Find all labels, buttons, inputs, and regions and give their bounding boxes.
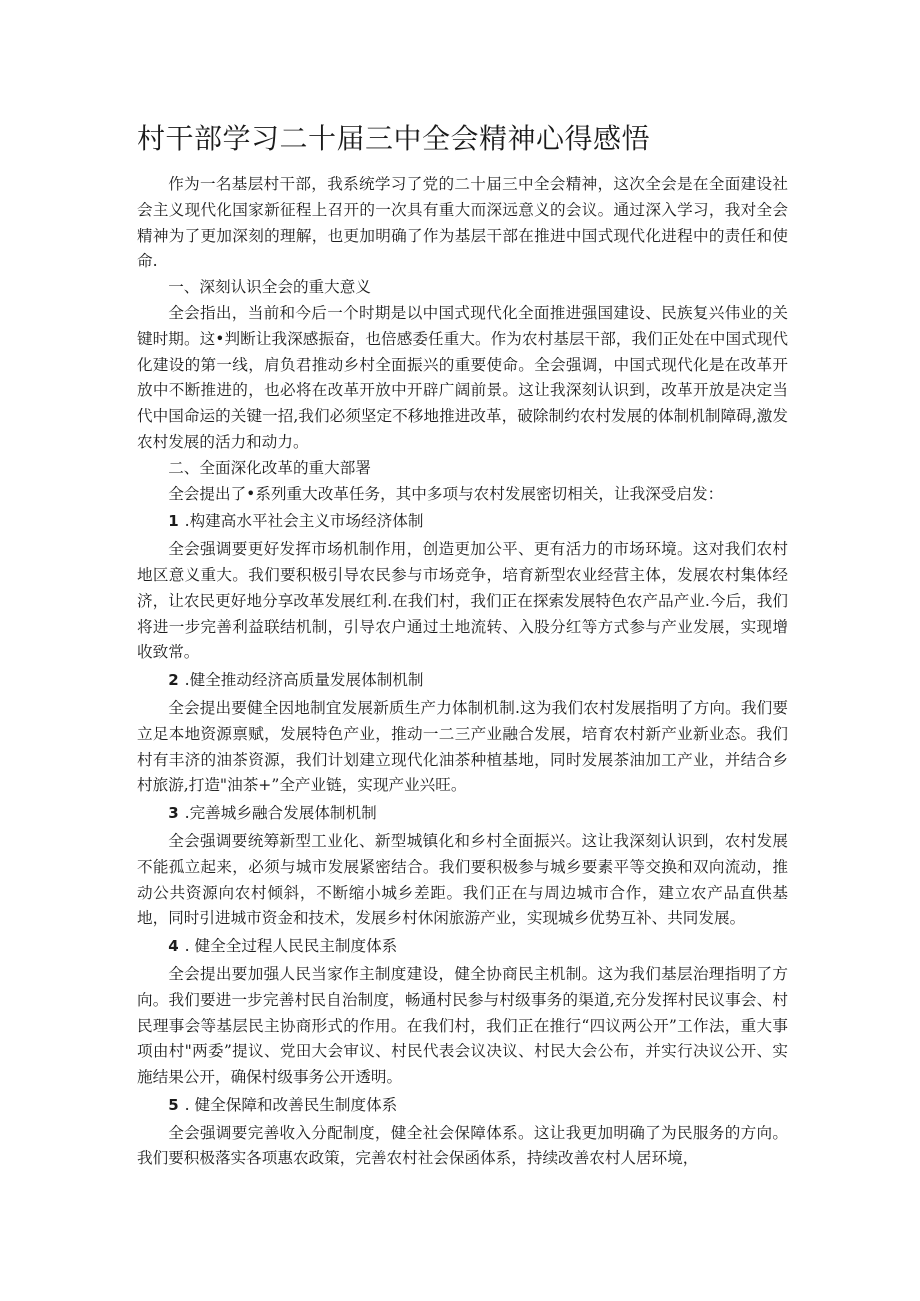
item-5-title: . 健全保障和改善民生制度体系	[184, 1095, 398, 1114]
item-3-paragraph: 全会强调要统筹新型工业化、新型城镇化和乡村全面振兴。这让我深刻认识到，农村发展不能孤立起来，必须与城市发展紧密结合。我们要积极参与城乡要素平等交换和双向流动，推动公共资源向农村倾斜，不断缩小城乡差距。我们正在与周边城市合作，建立农产品直供基地，同时引进城市资金和技术，发展乡村休闲旅游产业，实现城乡优势互补、共同发展。	[137, 831, 788, 928]
item-2-number: 2	[168, 671, 179, 690]
item-1-number: 1	[168, 512, 179, 531]
item-5-paragraph: 全会强调要完善收入分配制度，健全社会保障体系。这让我更加明确了为民服务的方向。我们要积极落实各项惠农政策，完善农村社会保函体系，持续改善农村人居环境，	[137, 1123, 788, 1168]
page-title: 村干部学习二十届三中全会精神心得感悟	[137, 122, 651, 155]
item-1-title: .构建高水平社会主义市场经济体制	[184, 512, 424, 531]
item-1-heading	[137, 509, 788, 535]
item-4-heading	[137, 934, 788, 960]
item-3-heading	[137, 801, 788, 827]
section-1-paragraph: 全会指出，当前和今后一个时期是以中国式现代化全面推进强国建设、民族复兴伟业的关键时期。这•判断让我深感振奋，也倍感委任重大。作为农村基层干部，我们正处在中国式现代化建设的第一线，肩负君推动乡村全面振兴的重要使命。全会强调，中国式现代化是在改革开放中不断推进的，也必将在改革开放中开辟广阔前景。这让我深刻认识到，改革开放是决定当代中国命运的关键一招,我们必须坚定不移地推进改革，破除制约农村发展的体制机制障碍,激发农村发展的活力和动力。	[137, 303, 788, 451]
item-5-heading	[137, 1093, 788, 1119]
section-2-heading: 二、全面深化改革的重大部署	[168, 458, 371, 477]
section-2-intro-paragraph: 全会提出了•系列重大改革任务，其中多项与农村发展密切相关，让我深受启发：	[168, 484, 724, 503]
item-2-heading	[137, 668, 788, 694]
item-4-paragraph: 全会提出要加强人民当家作主制度建设，健全协商民主机制。这为我们基层治理指明了方向。我们要进一步完善村民自治制度，畅通村民参与村级事务的渠道,充分发挥村民议事会、村民理事会等基层民主协商形式的作用。在我们村，我们正在推行“四议两公开”工作法，重大事项由村"两委”提议、党田大会审议、村民代表会议决议、村民大会公布，并实行决议公开、实施结果公开，确保村级事务公开透明。	[137, 964, 788, 1087]
item-2-paragraph: 全会提出要健全因地制宜发展新质生产力体制机制.这为我们农村发展指明了方向。我们要立足本地资源禀赋，发展特色产业，推动一二三产业融合发展，培育农村新产业新业态。我们村有丰济的油茶资源，我们计划建立现代化油茶种植基地，同时发展茶油加工产业，并结合乡村旅游,打造"油茶+”全产业链，实现产业兴旺。	[137, 698, 788, 795]
item-4-title: . 健全全过程人民民主制度体系	[184, 937, 398, 956]
item-2-title: .健全推动经济高质量发展体制机制	[184, 671, 424, 690]
item-3-number: 3	[168, 804, 179, 823]
section-1-heading: 一、深刻认识全会的重大意义	[168, 278, 371, 297]
intro-paragraph: 作为一名基层村干部，我系统学习了党的二十届三中全会精神，这次全会是在全面建设社会主义现代化国家新征程上召开的一次具有重大而深远意义的会议。通过深入学习，我对全会精神为了更加深刻的理解，也更加明确了作为基层干部在推进中国式现代化进程中的责任和使命.	[137, 175, 788, 271]
item-4-number: 4	[168, 937, 179, 956]
item-5-number: 5	[168, 1095, 179, 1114]
item-3-title: .完善城乡融合发展体制机制	[184, 804, 377, 823]
document-body	[137, 172, 788, 1172]
item-1-paragraph: 全会强调要更好发挥市场机制作用，创造更加公平、更有活力的市场环境。这对我们农村地区意义重大。我们要积极引导农民参与市场竞争，培育新型农业经营主体，发展农村集体经济，让农民更好地分享改革发展红利.在我们村，我们正在探索发展特色农产品产业.今后，我们将进一步完善利益联结机制，引导农户通过土地流转、入股分红等方式参与产业发展，实现增收致常。	[137, 540, 788, 662]
